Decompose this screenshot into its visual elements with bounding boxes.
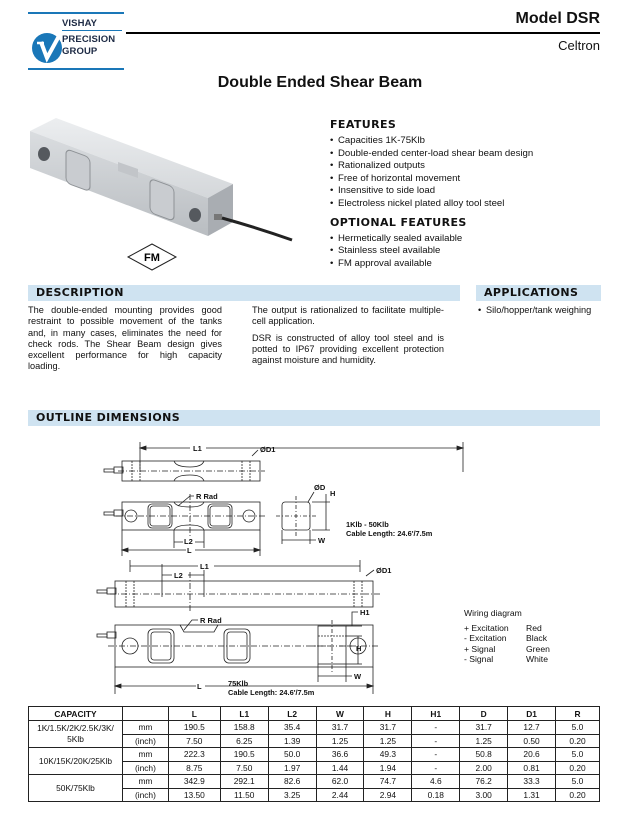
table-header-row <box>29 707 600 721</box>
unit-cell: (inch) <box>122 761 168 775</box>
value-cell: 0.81 <box>508 761 556 775</box>
cable-length: Cable Length: 24.6'/7.5m <box>346 529 433 538</box>
dim-L: L <box>187 546 192 555</box>
table-row <box>29 748 600 762</box>
value-cell: 0.20 <box>556 788 600 802</box>
capacity-cell: 10K/15K/20K/25Klb <box>29 748 123 775</box>
value-cell: 50.0 <box>268 748 316 762</box>
feature-item: • Insensitive to side load <box>330 185 620 198</box>
value-cell: 158.8 <box>220 721 268 735</box>
dimensions-table <box>28 706 600 802</box>
col-header: H1 <box>412 707 460 721</box>
value-cell: 1.39 <box>268 734 316 748</box>
end-view-large <box>312 608 370 682</box>
value-cell: 292.1 <box>220 775 268 789</box>
fm-badge-text: FM <box>144 252 160 264</box>
value-cell: 0.18 <box>412 788 460 802</box>
unit-cell: mm <box>122 721 168 735</box>
cable-length: Cable Length: 24.6'/7.5m <box>228 688 315 697</box>
value-cell: 0.20 <box>556 761 600 775</box>
features-list <box>330 135 620 211</box>
dim-L1: L1 <box>193 444 202 453</box>
col-header: R <box>556 707 600 721</box>
value-cell: 342.9 <box>168 775 220 789</box>
wire-signal: - Excitation <box>464 633 507 644</box>
dim-D: ØD <box>314 483 326 492</box>
value-cell: 74.7 <box>364 775 412 789</box>
value-cell: 2.00 <box>460 761 508 775</box>
wiring-title: Wiring diagram <box>464 608 522 618</box>
capacity-range: 75Klb <box>228 679 249 688</box>
logo-text-vishay: VISHAY <box>62 18 98 29</box>
value-cell: 5.0 <box>556 748 600 762</box>
page-title: Double Ended Shear Beam <box>217 74 423 91</box>
applications-heading: APPLICATIONS <box>476 285 601 301</box>
vpg-logo <box>28 12 124 70</box>
features-heading: FEATURES <box>330 118 397 131</box>
value-cell: 7.50 <box>220 761 268 775</box>
value-cell: 1.25 <box>460 734 508 748</box>
wire-signal: - Signal <box>464 654 494 665</box>
logo-top-rule <box>28 12 124 14</box>
feature-item: • Double-ended center-load shear beam design <box>330 148 620 161</box>
description-heading: DESCRIPTION <box>28 285 460 301</box>
wiring-row <box>464 644 550 655</box>
description-col-2 <box>252 305 444 366</box>
unit-cell: mm <box>122 775 168 789</box>
wire-color: Black <box>526 633 548 644</box>
dim-W-large: W <box>354 672 362 681</box>
value-cell: 222.3 <box>168 748 220 762</box>
wire-color: Green <box>526 643 550 654</box>
table-row <box>29 775 600 789</box>
value-cell: - <box>412 761 460 775</box>
value-cell: 1.25 <box>316 734 364 748</box>
col-header: H <box>364 707 412 721</box>
wire-signal: + Excitation <box>464 622 509 633</box>
dim-H1: H1 <box>360 608 370 617</box>
value-cell: 6.25 <box>220 734 268 748</box>
capacity-cell: 50K/75Klb <box>29 775 123 802</box>
feature-item: • Electroless nickel plated alloy tool steel <box>330 198 620 211</box>
value-cell: 190.5 <box>220 748 268 762</box>
table-row <box>29 721 600 735</box>
value-cell: 49.3 <box>364 748 412 762</box>
col-header: L2 <box>268 707 316 721</box>
col-header: L1 <box>220 707 268 721</box>
dim-L2-large: L2 <box>174 571 183 580</box>
dim-D1: ØD1 <box>260 445 276 454</box>
value-cell: 13.50 <box>168 788 220 802</box>
col-header: L <box>168 707 220 721</box>
value-cell: 2.44 <box>316 788 364 802</box>
value-cell: 2.94 <box>364 788 412 802</box>
description-paragraph: The double-ended mounting provides good restraint to possible movement of the tanks and, in many cases, eliminates the need for check rods. The Shear Beam design gives excellent performance for high capacity loading. <box>28 305 222 372</box>
wiring-row <box>464 654 550 665</box>
unit-cell: mm <box>122 748 168 762</box>
header-rule <box>126 32 600 34</box>
value-cell: 1.94 <box>364 761 412 775</box>
value-cell: - <box>412 734 460 748</box>
outline-dimensions-heading: OUTLINE DIMENSIONS <box>28 410 600 426</box>
product-image <box>28 116 308 276</box>
logo-check-icon <box>32 33 62 63</box>
value-cell: 33.3 <box>508 775 556 789</box>
top-view-small <box>104 442 463 481</box>
value-cell: 35.4 <box>268 721 316 735</box>
dim-H: H <box>330 489 336 498</box>
value-cell: 82.6 <box>268 775 316 789</box>
dim-R-rad: R Rad <box>196 492 218 501</box>
description-paragraph: DSR is constructed of alloy tool steel and is potted to IP67 providing excellent protection against moisture and humidity. <box>252 332 444 366</box>
unit-cell: (inch) <box>122 788 168 802</box>
description-col-1 <box>28 305 222 373</box>
value-cell: 7.50 <box>168 734 220 748</box>
fm-approval-badge <box>128 244 176 270</box>
wiring-diagram <box>464 608 550 665</box>
unit-cell: (inch) <box>122 734 168 748</box>
feature-item: • Rationalized outputs <box>330 160 620 173</box>
value-cell: 31.7 <box>460 721 508 735</box>
dim-L1-large: L1 <box>200 562 209 571</box>
end-view-small <box>276 483 335 545</box>
value-cell: 11.50 <box>220 788 268 802</box>
col-header <box>122 707 168 721</box>
wire-color: Red <box>526 622 542 633</box>
top-view-large <box>97 560 391 612</box>
dim-R-rad-large: R Rad <box>200 616 222 625</box>
logo-text-group: GROUP <box>62 46 98 57</box>
col-header: CAPACITY <box>29 707 123 721</box>
applications-list <box>478 305 598 316</box>
value-cell: 5.0 <box>556 775 600 789</box>
col-header: D1 <box>508 707 556 721</box>
value-cell: 1.31 <box>508 788 556 802</box>
front-view-small <box>104 492 266 556</box>
value-cell: 62.0 <box>316 775 364 789</box>
value-cell: 5.0 <box>556 721 600 735</box>
wire-color: White <box>526 654 548 665</box>
value-cell: 20.6 <box>508 748 556 762</box>
value-cell: 50.8 <box>460 748 508 762</box>
col-header: D <box>460 707 508 721</box>
optional-feature-item: • Hermetically sealed available <box>330 233 620 246</box>
value-cell: 0.20 <box>556 734 600 748</box>
application-item: • Silo/hopper/tank weighing <box>478 305 598 316</box>
dim-D1-large: ØD1 <box>376 566 392 575</box>
logo-underline <box>62 30 122 31</box>
value-cell: 1.25 <box>364 734 412 748</box>
features-section <box>330 118 620 275</box>
col-header: W <box>316 707 364 721</box>
value-cell: 76.2 <box>460 775 508 789</box>
logo-bottom-rule <box>28 68 124 70</box>
value-cell: 0.50 <box>508 734 556 748</box>
value-cell: 31.7 <box>364 721 412 735</box>
dim-H-large: H <box>356 644 362 653</box>
value-cell: 1.97 <box>268 761 316 775</box>
value-cell: 3.00 <box>460 788 508 802</box>
wire-signal: + Signal <box>464 643 496 654</box>
value-cell: 4.6 <box>412 775 460 789</box>
feature-item: • Capacities 1K-75Klb <box>330 135 620 148</box>
value-cell: 8.75 <box>168 761 220 775</box>
value-cell: 12.7 <box>508 721 556 735</box>
description-paragraph: The output is rationalized to facilitate multiple-cell application. <box>252 305 444 327</box>
value-cell: 190.5 <box>168 721 220 735</box>
value-cell: 31.7 <box>316 721 364 735</box>
value-cell: 1.44 <box>316 761 364 775</box>
capacity-cell: 1K/1.5K/2K/2.5K/3K/ 5Klb <box>29 721 123 748</box>
wiring-row <box>464 633 550 644</box>
capacity-note-small <box>346 520 432 538</box>
optional-features-heading: OPTIONAL FEATURES <box>330 215 467 229</box>
capacity-note-large <box>228 679 314 697</box>
logo-text-precision: PRECISION <box>62 34 116 45</box>
dim-L-large: L <box>197 682 202 691</box>
wiring-row <box>464 623 550 634</box>
model-name: Model DSR <box>515 10 600 27</box>
value-cell: - <box>412 748 460 762</box>
dim-W: W <box>318 536 326 545</box>
brand-name: Celtron <box>558 38 600 53</box>
dim-L2: L2 <box>184 537 193 546</box>
value-cell: - <box>412 721 460 735</box>
value-cell: 3.25 <box>268 788 316 802</box>
optional-feature-item: • FM approval available <box>330 258 620 271</box>
capacity-range: 1Klb - 50Klb <box>346 520 389 529</box>
value-cell: 36.6 <box>316 748 364 762</box>
feature-item: • Free of horizontal movement <box>330 173 620 186</box>
optional-feature-item: • Stainless steel available <box>330 245 620 258</box>
optional-features-list <box>330 233 620 271</box>
